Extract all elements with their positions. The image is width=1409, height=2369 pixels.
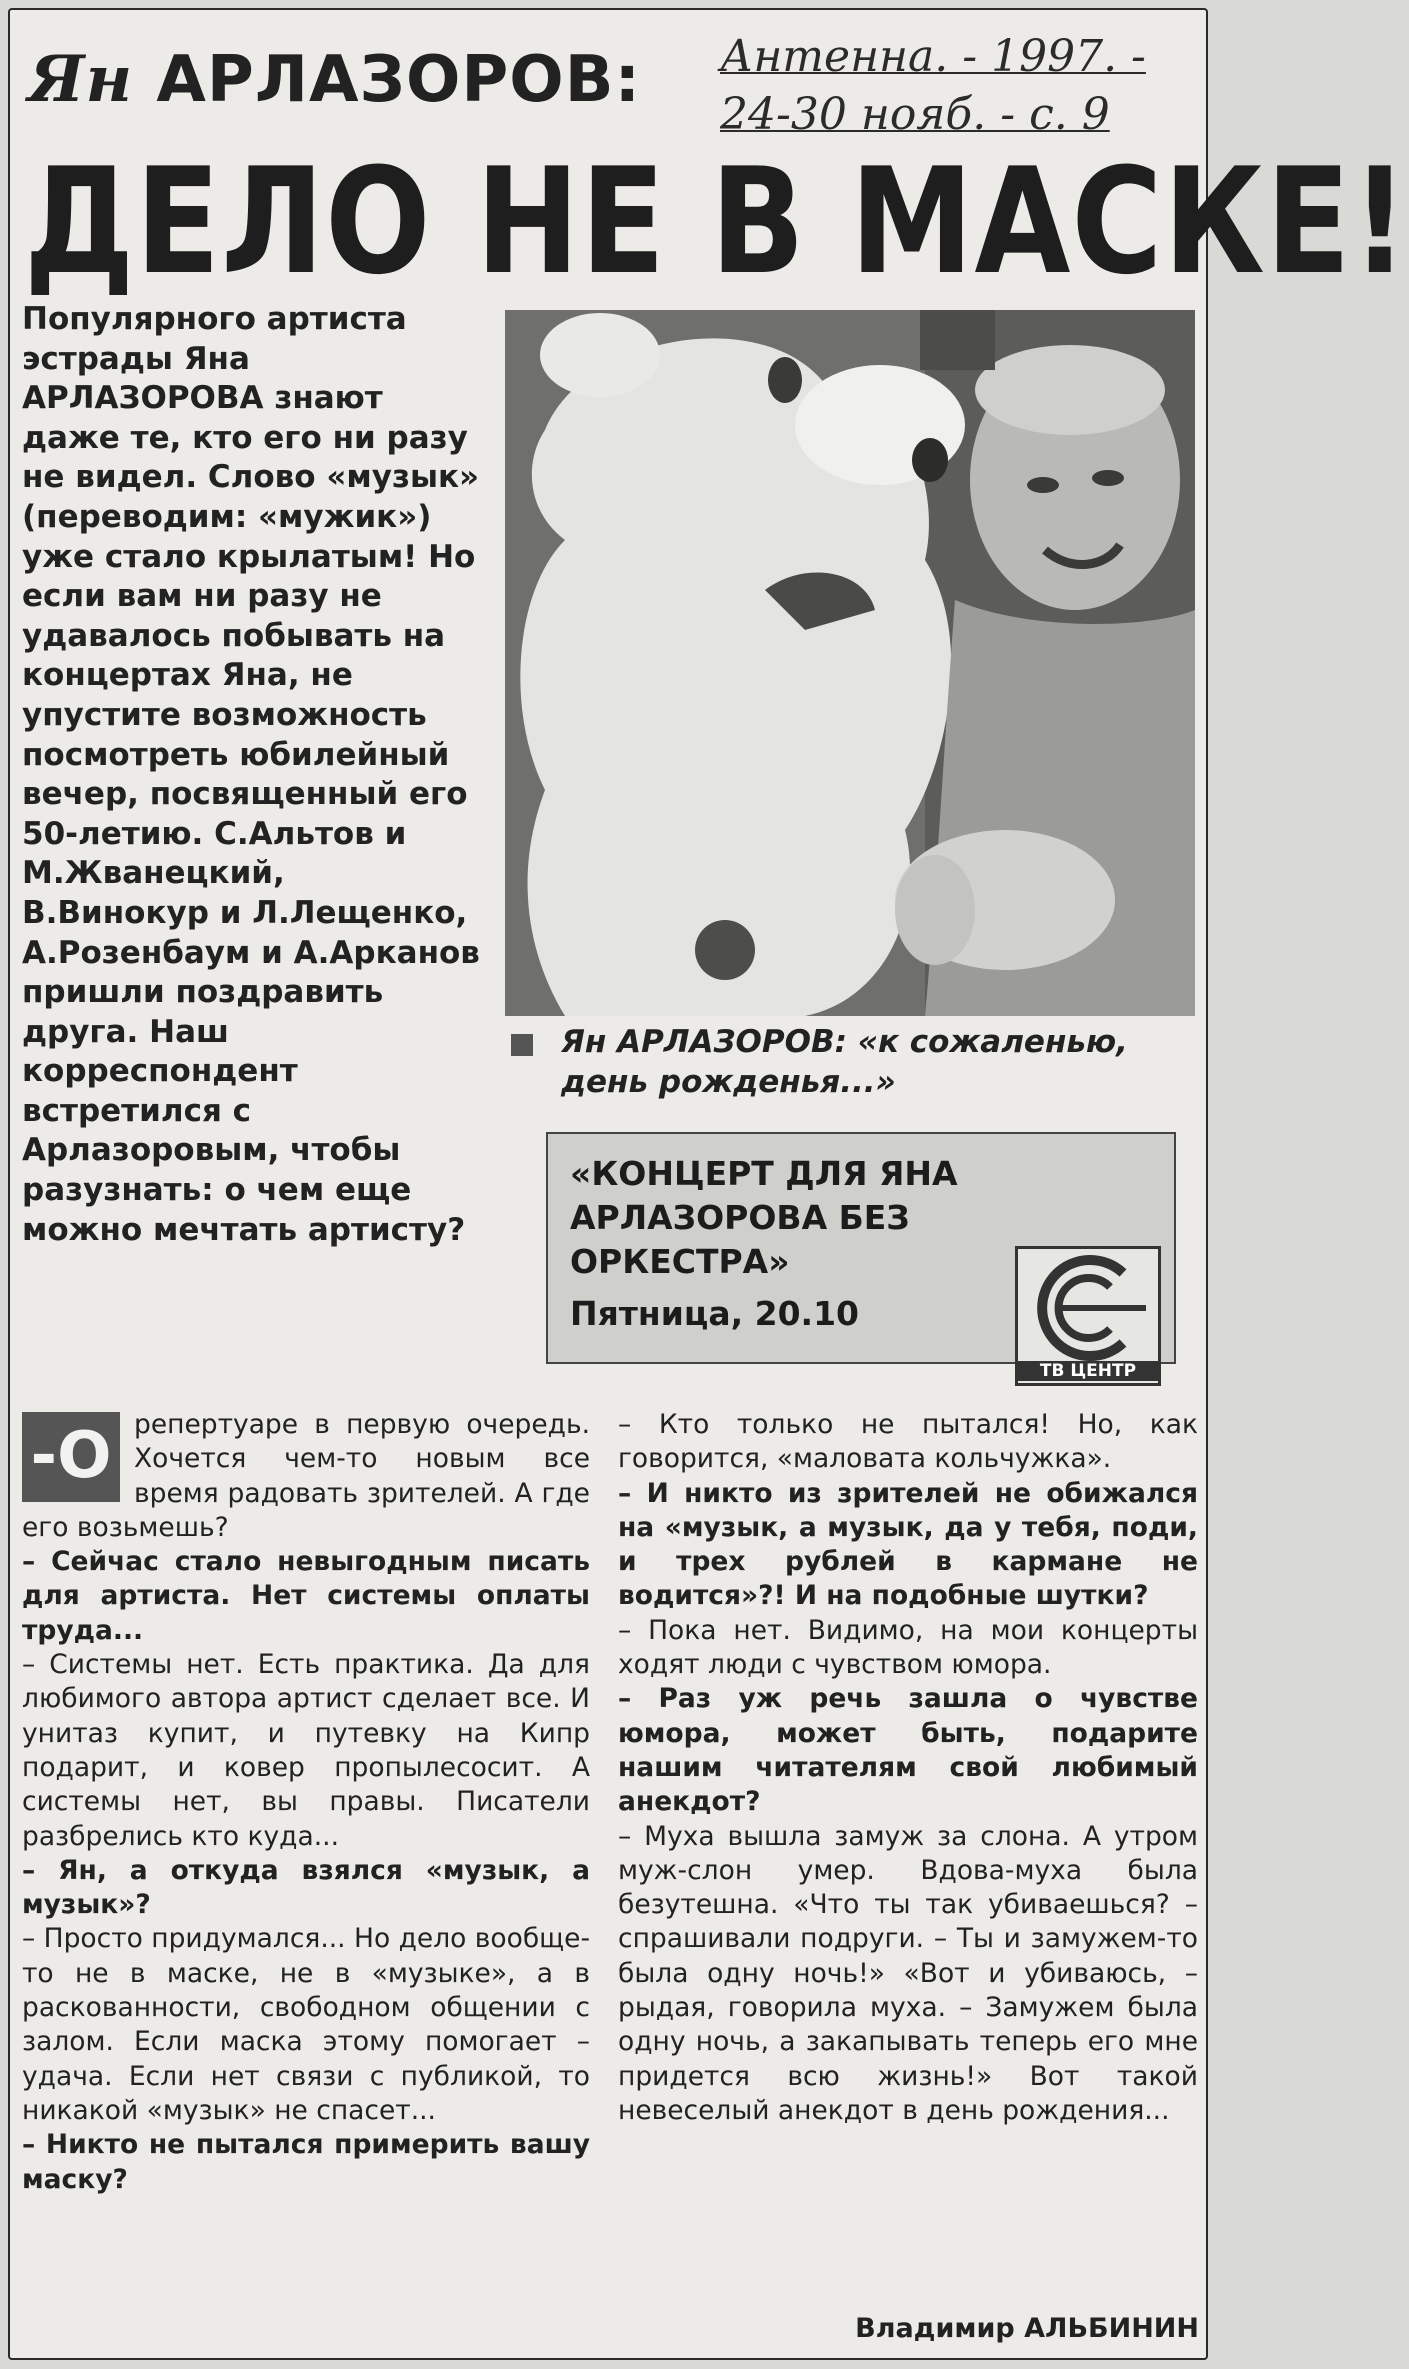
kicker-first-name: Ян [28, 42, 134, 117]
tv-center-logo [1015, 1246, 1161, 1386]
handwritten-note-line-2: 24-30 нояб. - с. 9 [720, 89, 1110, 140]
question-paragraph: – Раз уж речь зашла о чувстве юмора, может быть, подарите нашим читателям свой любимый анекдот? [618, 1683, 1198, 1818]
author-byline: Владимир АЛЬБИНИН [855, 2313, 1199, 2344]
question-paragraph: – Сейчас стало невыгодным писать для артиста. Нет системы оплаты труда... [22, 1546, 590, 1646]
tv-listing-schedule: Пятница, 20.10 [570, 1294, 859, 1333]
question-paragraph: – Никто не пытался примерить вашу маску? [22, 2129, 590, 2195]
answer-paragraph: – Муха вышла замуж за слона. А утром муж-слон умер. Вдова-муха была безутешна. «Что ты так убиваешься? – спрашивали подруги. – Ты и замужем-то была одну ночь!» «Вот и убиваюсь, – рыдая, говорила муха. – Замужем была одну ночь, а закапывать теперь его мне придется всю жизнь!» Вот такой невеселый анекдот в день рождения... [618, 1820, 1198, 2126]
tv-listing-title: «КОНЦЕРТ ДЛЯ ЯНА АРЛАЗОРОВА БЕЗ ОРКЕСТРА» [570, 1154, 958, 1281]
caption-bullet-square [511, 1034, 533, 1056]
answer-paragraph: – Пока нет. Видимо, на мои концерты ходят люди с чувством юмора. [618, 1614, 1198, 1681]
question-paragraph: – Ян, а откуда взялся «музык, а музык»? [22, 1854, 590, 1921]
interview-column-1 [22, 1408, 590, 2197]
lead-paragraph: Популярного артиста эстрады Яна АРЛАЗОРОВА знают даже те, кто его ни разу не видел. Слово «музык» (переводим: «мужик») уже стало крылатым! Но если вам ни разу не удавалось побывать на концертах Яна, не упустите возможность посмотреть юбилейный вечер, посвященный его 50-летию. С.Альтов и М.Жванецкий, В.Винокур и Л.Лещенко, А.Розенбаум и А.Арканов пришли поздравить друга. Наш корреспондент встретился с Арлазоровым, чтобы разузнать: о чем еще можно мечтать артисту? [22, 301, 480, 1248]
handwritten-note-line-1: Антенна. - 1997. - [720, 31, 1146, 82]
answer-paragraph: – Системы нет. Есть практика. Да для любимого автора артист сделает все. И унитаз купит, и путевку на Кипр подарит, и ковер пропылесосит. А системы нет, вы правы. Писатели разбрелись кто куда... [22, 1649, 590, 1852]
artist-photo [505, 310, 1195, 1016]
kicker-last-name: АРЛАЗОРОВ: [156, 43, 642, 117]
interview-dropcap: -О [22, 1412, 120, 1502]
question-paragraph: – И никто из зрителей не обижался на «музык, а музык, да у тебя, поди, и трех рублей в кармане не водится»?! И на подобные шутки? [618, 1477, 1198, 1612]
tv-center-logo-label: ТВ ЦЕНТР [1018, 1361, 1158, 1381]
interview-column-2 [618, 1408, 1198, 2128]
headline-kicker [28, 42, 641, 117]
answer-paragraph: – Кто только не пытался! Но, как говорится, «маловата кольчужка». [618, 1409, 1198, 1475]
photo-caption [505, 1022, 1195, 1102]
handwritten-source-note [720, 28, 1200, 144]
answer-paragraph: репертуаре в первую очередь. Хочется чем-то новым все время радовать зрителей. А где его возьмешь? [22, 1409, 590, 1543]
answer-paragraph: – Просто придумался... Но дело вообще-то не в маске, не в «музыке», а в раскованности, свободном общении с залом. Если маска этому помогает – удача. Если нет связи с публикой, то никакой «музык» не спасет... [22, 1923, 591, 2126]
photo-caption-text: Ян АРЛАЗОРОВ: «к сожаленью, день рожденья...» [561, 1024, 1128, 1100]
tv-center-logo-icon [1028, 1255, 1150, 1361]
main-headline: ДЕЛО НЕ В МАСКЕ! [24, 137, 1409, 308]
